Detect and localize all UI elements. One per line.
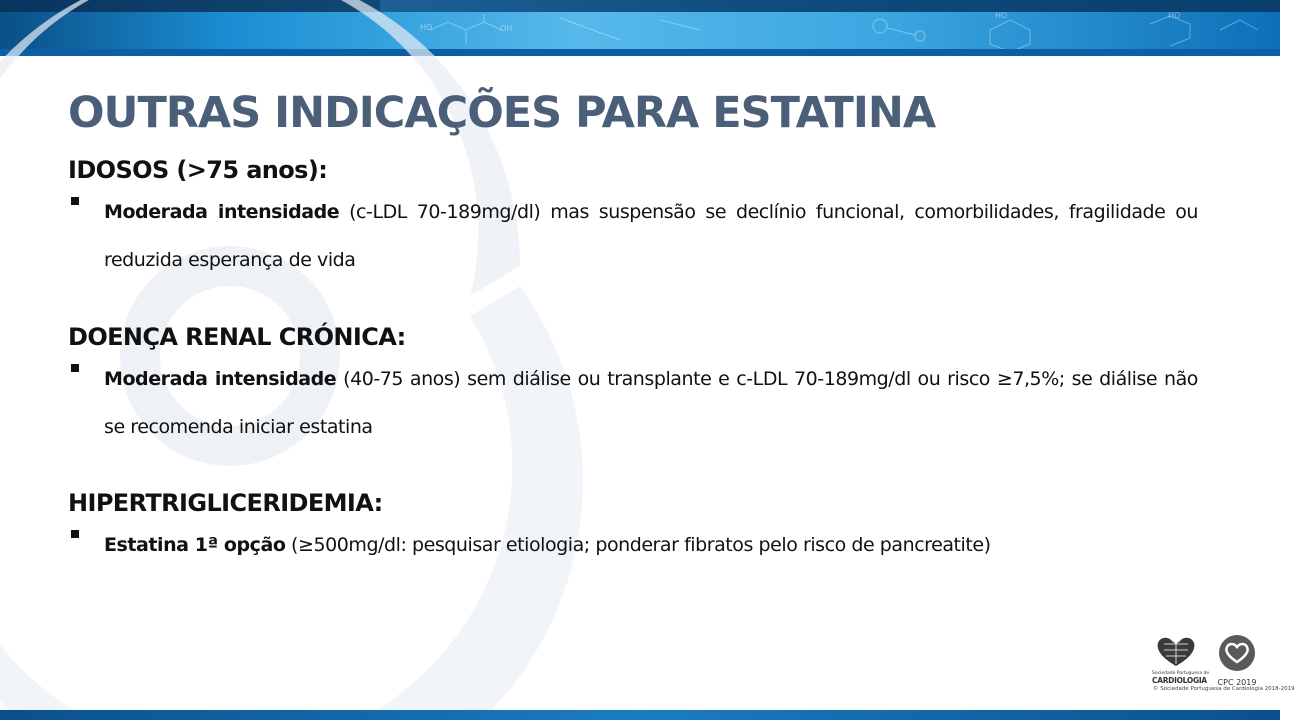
bullet-item [68, 355, 1198, 451]
svg-text:HO: HO [995, 11, 1008, 20]
bullet-text [104, 521, 1198, 569]
bullet-body-text: (40-75 anos) sem diálise ou transplante e c-LDL 70-189mg/dl ou risco ≥7,5%; se diálise não se recomenda iniciar estatina [104, 368, 1198, 438]
copyright-footer: © Sociedade Portuguesa de Cardiologia 2018-2019 [1153, 686, 1295, 692]
svg-text:OH: OH [500, 24, 513, 33]
section-doenca-renal [68, 323, 1198, 451]
bullet-item [68, 521, 1198, 569]
svg-text:HO: HO [1168, 11, 1181, 20]
section-hipertrigliceridemia [68, 489, 1198, 569]
bullet-bold-text: Moderada intensidade [104, 201, 340, 223]
bullet-bold-text: Moderada intensidade [104, 368, 337, 390]
section-heading: DOENÇA RENAL CRÓNICA: [68, 323, 406, 351]
cpc-name: CPC 2019 [1217, 678, 1257, 687]
bullet-text [104, 355, 1198, 451]
cpc-heart-icon [1214, 634, 1260, 674]
bullet-body-text: (c-LDL 70-189mg/dl) mas suspensão se declínio funcional, comorbilidades, fragilidade ou reduzida esperança de vida [104, 201, 1198, 271]
svg-text:HO: HO [420, 23, 433, 32]
bullet-item [68, 188, 1198, 284]
square-bullet-icon [71, 197, 79, 205]
section-idosos [68, 156, 1198, 284]
section-heading: HIPERTRIGLICERIDEMIA: [68, 489, 383, 517]
banner-bottom-line [0, 49, 1280, 56]
spc-heart-icon [1152, 634, 1200, 668]
slide-title: OUTRAS INDICAÇÕES PARA ESTATINA [68, 88, 936, 138]
header-banner [0, 0, 1280, 56]
square-bullet-icon [71, 530, 79, 538]
section-heading: IDOSOS (>75 anos): [68, 156, 328, 184]
molecule-decoration [0, 0, 1280, 56]
square-bullet-icon [71, 364, 79, 372]
bullet-body-text: (≥500mg/dl: pesquisar etiologia; ponderar fibratos pelo risco de pancreatite) [285, 534, 991, 556]
bullet-bold-text: Estatina 1ª opção [104, 534, 286, 556]
spc-name: CARDIOLOGIA [1152, 676, 1207, 685]
spc-logo [1152, 634, 1210, 692]
spc-small-text: Sociedade Portuguesa de [1152, 671, 1210, 676]
cpc-2019-logo [1214, 634, 1260, 694]
bullet-text [104, 188, 1198, 284]
bottom-bar [0, 710, 1280, 720]
